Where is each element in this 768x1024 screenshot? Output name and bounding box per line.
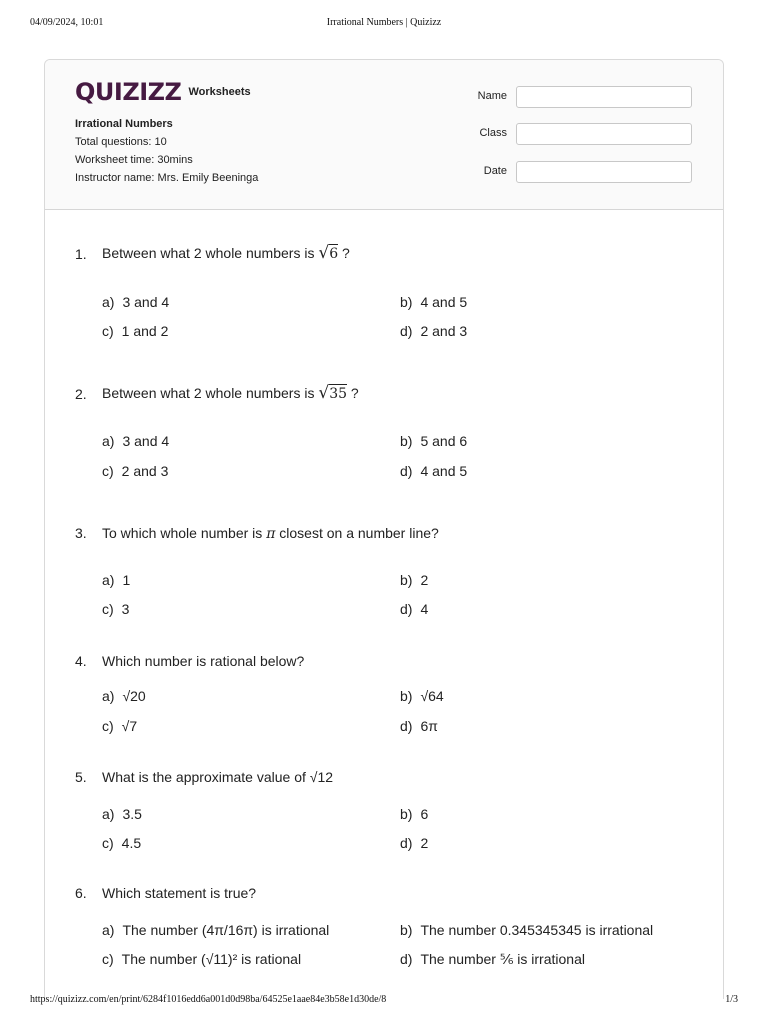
option-letter: d) [400,718,413,734]
question-text-before: Between what 2 whole numbers is [102,385,319,401]
question-number: 6. [75,885,87,901]
option-letter: a) [102,294,115,310]
option-letter: c) [102,835,114,851]
print-header [0,17,768,31]
worksheet-header [45,60,723,210]
option-letter: b) [400,806,413,822]
option-text: 3 [121,601,130,617]
print-footer [0,994,768,1008]
option-text: The number (√11)² is rational [121,951,302,967]
option-b [400,922,653,938]
option-letter: d) [400,323,413,339]
print-page-count: 1/3 [725,994,738,1005]
date-label: Date [483,165,507,177]
option-letter: c) [102,718,114,734]
option-text: 2 and 3 [420,323,468,339]
question-text-before: To which whole number is [102,525,267,541]
question-math: 35 [329,386,348,402]
option-a [102,688,146,704]
option-d [400,718,438,734]
option-text: 5 and 6 [420,433,468,449]
radical-sign: √ [318,383,330,403]
question-text [102,525,439,542]
brand [75,80,251,104]
option-text: 2 [420,835,429,851]
question-text-before: Between what 2 whole numbers is [102,245,319,261]
quizizz-logo: QUIZIZZ [75,78,182,106]
option-letter: d) [400,601,413,617]
question-math: π [266,526,276,542]
question-number: 3. [75,525,87,541]
option-letter: a) [102,922,115,938]
name-label: Name [477,90,507,102]
question-number: 4. [75,653,87,669]
worksheet-title: Irrational Numbers [75,118,173,130]
question-math: 6 [329,246,339,262]
option-c [102,835,141,851]
option-letter: b) [400,294,413,310]
option-a [102,294,169,310]
option-text: The number (4π/16π) is irrational [122,922,330,938]
question-text-after: closest on a number line? [275,525,439,541]
option-text: 4 and 5 [420,294,468,310]
option-letter: a) [102,572,115,588]
date-field[interactable] [516,161,692,183]
option-text: 3.5 [122,806,142,822]
question-text [102,243,350,263]
option-a [102,806,142,822]
option-text: 3 and 4 [122,433,170,449]
option-letter: c) [102,463,114,479]
print-page-title: Irrational Numbers | Quizizz [326,17,442,28]
option-d [400,601,428,617]
option-b [400,806,428,822]
option-letter: a) [102,806,115,822]
option-letter: b) [400,433,413,449]
question-text: What is the approximate value of √12 [102,769,334,785]
option-text: 6 [420,806,429,822]
option-d [400,463,467,479]
option-c [102,718,137,734]
option-text: 1 [122,572,131,588]
option-a [102,433,169,449]
question-text: Which statement is true? [102,885,257,901]
option-a [102,572,130,588]
option-text: The number ⅚ is irrational [420,951,585,967]
option-c [102,323,168,339]
option-text: 4 and 5 [420,463,468,479]
question-number: 5. [75,769,87,785]
option-text: 1 and 2 [121,323,169,339]
option-letter: d) [400,463,413,479]
option-c [102,951,301,967]
option-text: The number 0.345345345 is irrational [420,922,654,938]
brand-subtitle: Worksheets [188,86,251,98]
option-b [400,433,467,449]
question-number: 1. [75,246,87,262]
option-letter: c) [102,951,114,967]
class-field[interactable] [516,123,692,145]
option-b [400,294,467,310]
option-text: 3 and 4 [122,294,170,310]
option-d [400,835,428,851]
radical-sign: √ [318,243,330,263]
class-label: Class [479,127,507,139]
option-letter: a) [102,433,115,449]
option-c [102,463,168,479]
print-datetime: 04/09/2024, 10:01 [30,17,104,28]
question-text [102,383,359,403]
print-url: https://quizizz.com/en/print/6284f1016edd6a001d0d98ba/64525e1aae84e3b58e1d30de/8 [30,994,387,1005]
instructor-name: Instructor name: Mrs. Emily Beeninga [75,172,259,184]
option-d [400,323,467,339]
option-letter: b) [400,688,413,704]
option-letter: d) [400,835,413,851]
option-text: √64 [420,688,444,704]
option-text: 4.5 [121,835,142,851]
total-questions: Total questions: 10 [75,136,167,148]
option-text: 4 [420,601,429,617]
option-c [102,601,129,617]
option-letter: a) [102,688,115,704]
name-field[interactable] [516,86,692,108]
question-number: 2. [75,386,87,402]
option-letter: c) [102,601,114,617]
option-text: √7 [121,718,138,734]
option-text: 2 [420,572,429,588]
question-text-after: ? [338,245,350,261]
option-letter: b) [400,572,413,588]
option-text: √20 [122,688,146,704]
worksheet-time: Worksheet time: 30mins [75,154,193,166]
option-a [102,922,329,938]
question-text: Which number is rational below? [102,653,305,669]
option-letter: d) [400,951,413,967]
option-text: 2 and 3 [121,463,169,479]
option-text: 6π [420,718,438,734]
option-b [400,688,444,704]
option-letter: b) [400,922,413,938]
option-b [400,572,428,588]
option-d [400,951,585,968]
option-letter: c) [102,323,114,339]
question-text-after: ? [347,385,359,401]
